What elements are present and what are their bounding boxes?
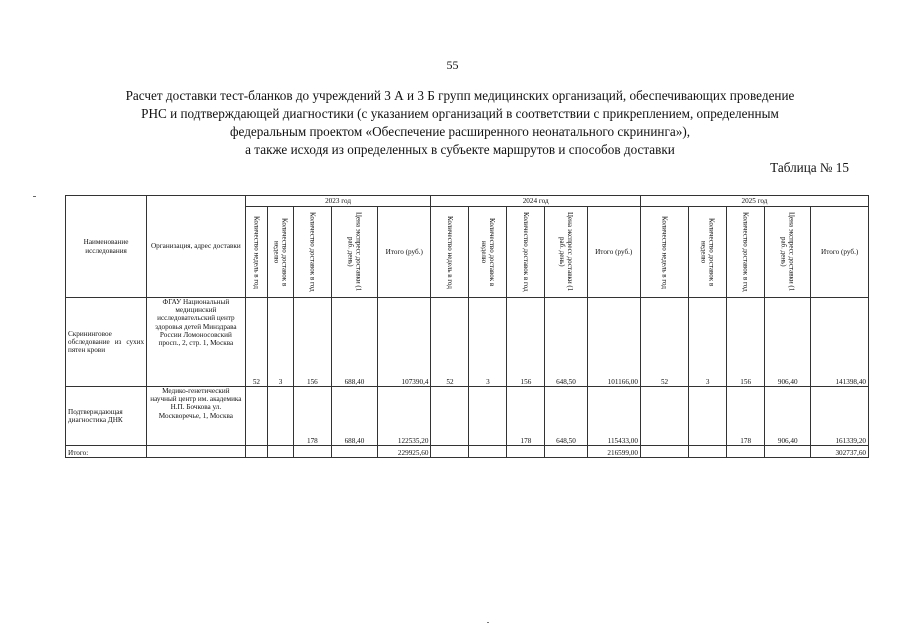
totals-label: Итого:	[66, 446, 147, 458]
scan-mark	[487, 622, 489, 623]
cell-weeks	[640, 387, 688, 446]
header-weeks: Количество недель в год	[640, 207, 688, 298]
header-per-year: Количество доставок в год	[293, 207, 331, 298]
header-price: Цена экспресс доставки (1 раб. день)	[765, 207, 811, 298]
total-2024: 216599,00	[587, 446, 640, 458]
row-org: ФГАУ Национальный медицинский исследовательский центр здоровья детей Минздрава России Ломоносовский просп., 2, стр. 1, Москва	[147, 298, 246, 387]
cell-weeks: 52	[640, 298, 688, 387]
header-org: Организация, адрес доставки	[147, 196, 246, 298]
header-per-week: Количество доставок в неделю	[689, 207, 727, 298]
cell-per-week: 3	[268, 298, 294, 387]
cell-per-year: 178	[507, 387, 545, 446]
header-total: Итого (руб.)	[378, 207, 431, 298]
cell-weeks: 52	[431, 298, 469, 387]
cell-price: 648,50	[545, 298, 587, 387]
header-per-week: Количество доставок в неделю	[469, 207, 507, 298]
header-per-week: Количество доставок в неделю	[268, 207, 294, 298]
total-2023: 229925,60	[378, 446, 431, 458]
cell-total: 107390,4	[378, 298, 431, 387]
row-name: Скрининговое обследование из сухих пятен крови	[66, 298, 147, 387]
delivery-table	[65, 195, 869, 458]
cell-per-week: 3	[689, 298, 727, 387]
cell-price: 648,50	[545, 387, 587, 446]
header-weeks: Количество недель в год	[245, 207, 268, 298]
cell-per-week	[268, 387, 294, 446]
cell-per-week	[469, 387, 507, 446]
cell-per-week: 3	[469, 298, 507, 387]
cell-per-year: 156	[507, 298, 545, 387]
cell-total: 161339,20	[811, 387, 869, 446]
cell-price: 688,40	[331, 387, 377, 446]
cell-price: 906,40	[765, 387, 811, 446]
table-row	[66, 298, 869, 387]
cell-price: 906,40	[765, 298, 811, 387]
cell-per-year: 178	[293, 387, 331, 446]
cell-weeks	[431, 387, 469, 446]
page-number: 55	[446, 58, 459, 72]
cell-per-week	[689, 387, 727, 446]
header-year-2023: 2023 год	[245, 196, 431, 207]
header-price: Цена экспресс доставки (1 раб. день)	[331, 207, 377, 298]
header-year-2025: 2025 год	[640, 196, 868, 207]
cell-weeks	[245, 387, 268, 446]
total-2025: 302737,60	[811, 446, 869, 458]
table-label: Таблица № 15	[770, 160, 849, 175]
header-per-year: Количество доставок в год	[507, 207, 545, 298]
cell-total: 101166,00	[587, 298, 640, 387]
cell-per-year: 178	[727, 387, 765, 446]
header-per-year: Количество доставок в год	[727, 207, 765, 298]
cell-weeks: 52	[245, 298, 268, 387]
header-price: Цена экспресс доставки (1 раб. день)	[545, 207, 587, 298]
header-name: Наименование исследования	[66, 196, 147, 298]
header-weeks: Количество недель в год	[431, 207, 469, 298]
title-line: РНС и подтверждающей диагностики (с указанием организаций в соответствии с прикреплением, определенным	[141, 106, 779, 121]
cell-price: 688,40	[331, 298, 377, 387]
row-org: Медико-генетический научный центр им. академика Н.П. Бочкова ул. Москворечье, 1, Москва	[147, 387, 246, 446]
header-total: Итого (руб.)	[587, 207, 640, 298]
title-line: Расчет доставки тест-бланков до учреждений 3 А и 3 Б групп медицинских организаций, обеспечивающих проведение	[125, 88, 795, 103]
cell-total: 122535,20	[378, 387, 431, 446]
table-row	[66, 387, 869, 446]
cell-total: 115433,00	[587, 387, 640, 446]
header-year-2024: 2024 год	[431, 196, 640, 207]
scan-mark	[33, 196, 36, 197]
title-line: а также исходя из определенных в субъекте маршрутов и способов доставки	[245, 142, 675, 157]
title-line: федеральным проектом «Обеспечение расширенного неонатального скрининга»),	[229, 124, 691, 139]
row-name: Подтверждающая диагностика ДНК	[66, 387, 147, 446]
cell-total: 141398,40	[811, 298, 869, 387]
header-total: Итого (руб.)	[811, 207, 869, 298]
cell-per-year: 156	[727, 298, 765, 387]
document-title	[60, 87, 860, 159]
cell-per-year: 156	[293, 298, 331, 387]
totals-row	[66, 446, 869, 458]
